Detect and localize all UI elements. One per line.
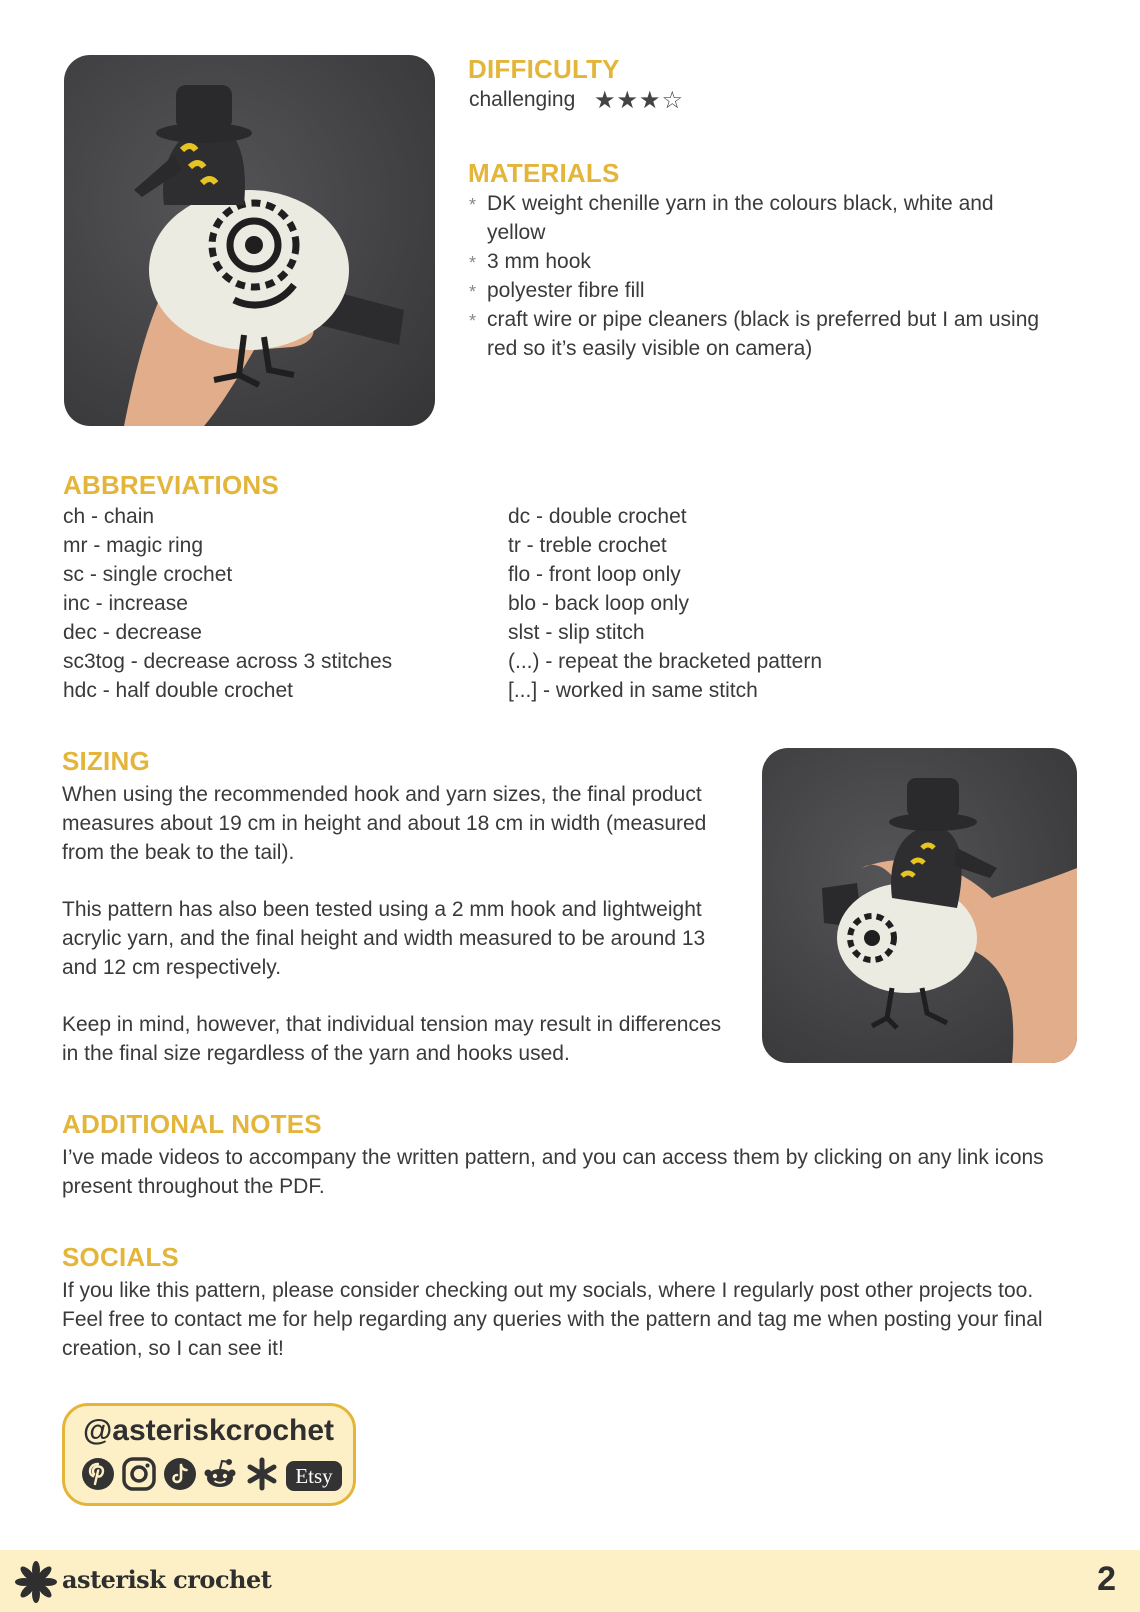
list-item: [...] - worked in same stitch (508, 679, 758, 702)
abbreviations-left (63, 502, 392, 705)
instagram-icon[interactable] (122, 1457, 156, 1491)
sizing-paragraph-1: When using the recommended hook and yarn sizes, the final product measures about 19 cm in height and about 18 cm in width (measured from the beak to the tail). (62, 783, 707, 864)
list-item: inc - increase (63, 592, 188, 615)
abbreviations-heading: ABBREVIATIONS (63, 470, 279, 500)
list-item: flo - front loop only (508, 563, 681, 586)
asterisk-icon[interactable] (245, 1457, 279, 1491)
list-item: sc - single crochet (63, 563, 233, 586)
sizing-heading: SIZING (62, 746, 150, 776)
sizing-paragraph-3: Keep in mind, however, that individual tension may result in differences in the final size regardless of the yarn and hooks used. (62, 1013, 722, 1065)
list-item: hdc - half double crochet (63, 679, 293, 702)
tiktok-icon[interactable] (163, 1457, 197, 1491)
reddit-icon[interactable] (203, 1457, 237, 1491)
list-item: tr - treble crochet (508, 534, 667, 557)
list-item: (...) - repeat the bracketed pattern (508, 650, 822, 673)
list-item: * DK weight chenille yarn in the colours black, white and yellow (469, 189, 1049, 247)
difficulty-level: challenging (469, 88, 576, 111)
page-number: 2 (1097, 1560, 1116, 1598)
notes-text: I’ve made videos to accompany the written pattern, and you can access them by clicking on any link icons present throughout the PDF. (62, 1146, 1044, 1198)
list-item: dc - double crochet (508, 505, 687, 528)
photo-pigeon-side (762, 748, 1077, 1063)
list-item: dec - decrease (63, 621, 202, 644)
list-item: slst - slip stitch (508, 621, 645, 644)
pinterest-icon[interactable] (81, 1457, 115, 1491)
materials-list (469, 189, 1049, 363)
materials-heading: MATERIALS (468, 158, 620, 188)
list-item: * craft wire or pipe cleaners (black is preferred but I am using red so it’s easily visible on camera) (469, 305, 1049, 363)
socials-text: If you like this pattern, please consider checking out my socials, where I regularly post other projects too. Feel free to contact me for help regarding any queries with the pattern and tag me when posting your final creation, so I can see it! (62, 1279, 1043, 1360)
notes-heading: ADDITIONAL NOTES (62, 1109, 322, 1139)
list-item: ch - chain (63, 505, 155, 528)
photo-pigeon-top (64, 55, 435, 426)
etsy-badge[interactable]: Etsy (286, 1461, 342, 1491)
sizing-paragraph-2: This pattern has also been tested using a 2 mm hook and lightweight acrylic yarn, and the final height and width measured to be around 13 and 12 cm respectively. (62, 898, 706, 979)
list-item: sc3tog - decrease across 3 stitches (63, 650, 393, 673)
asterisk-logo-icon (14, 1560, 58, 1604)
footer (0, 1550, 1140, 1612)
list-item: mr - magic ring (63, 534, 204, 557)
social-handle: @asteriskcrochet (83, 1414, 335, 1447)
list-item: blo - back loop only (508, 592, 689, 615)
footer-brand: asterisk crochet (62, 1565, 272, 1594)
difficulty-heading: DIFFICULTY (468, 54, 620, 84)
abbreviations-right (508, 502, 822, 705)
list-item: * 3 mm hook (469, 247, 1049, 276)
social-card (62, 1403, 356, 1506)
socials-heading: SOCIALS (62, 1242, 179, 1272)
list-item: * polyester fibre fill (469, 276, 1049, 305)
difficulty-stars: ★★★☆ (594, 87, 685, 114)
